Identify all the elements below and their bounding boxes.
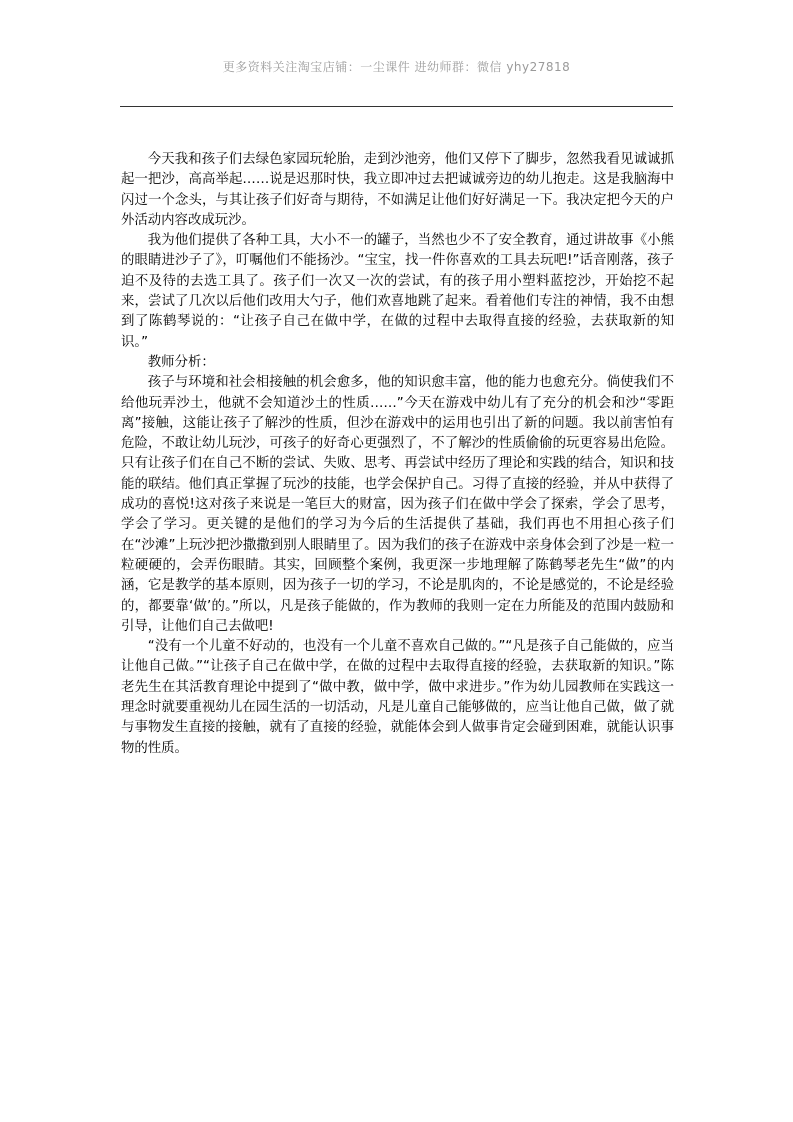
page-header: 更多资料关注淘宝店铺：一尘课件 进幼师群：微信 yhy27818 (222, 60, 571, 74)
paragraph: 我为他们提供了各种工具，大小不一的罐子，当然也少不了安全教育，通过讲故事《小熊的眼睛进沙子了》，叮嘱他们不能扬沙。“宝宝，找一件你喜欢的工具去玩吧!”话音刚落，孩子迫不及待的去选工具了。孩子们一次又一次的尝试，有的孩子用小塑料蓝挖沙，开始挖不起来，尝试了几次以后他们改用大勺子，他们欢喜地跳了起来。看着他们专注的神情，我不由想到了陈鹤琴说的：“让孩子自己在做中学，在做的过程中去取得直接的经验，去获取新的知识。” (121, 233, 674, 350)
section-heading: 教师分析： (147, 354, 215, 370)
paragraph: “没有一个儿童不好动的，也没有一个儿童不喜欢自己做的。”“凡是孩子自己能做的，应当让他自己做。”“让孩子自己在做中学，在做的过程中去取得直接的经验，去获取新的知识。”陈老先生在其活教育理论中提到了“做中教，做中学，做中求进步。”作为幼儿园教师在实践这一理念时就要重视幼儿在园生活的一切活动，凡是儿童自己能够做的，应当让他自己做，做了就与事物发生直接的接触，就有了直接的经验，就能体会到人做事肯定会碰到困难，就能认识事物的性质。 (121, 639, 674, 756)
paragraph: 孩子与环境和社会相接触的机会愈多，他的知识愈丰富，他的能力也愈充分。倘使我们不给他玩弄沙土，他就不会知道沙土的性质……”今天在游戏中幼儿有了充分的机会和沙“零距离”接触，这能让孩子了解沙的性质，但沙在游戏中的运用也引出了新的问题。我以前害怕有危险，不敢让幼儿玩沙，可孩子的好奇心更强烈了，不了解沙的性质偷偷的玩更容易出危险。只有让孩子们在自己不断的尝试、失败、思考、再尝试中经历了理论和实践的结合，知识和技能的联结。他们真正掌握了玩沙的技能，也学会保护自己。习得了直接的经验，并从中获得了成功的喜悦!这对孩子来说是一笔巨大的财富，因为孩子们在做中学会了探索，学会了思考，学会了学习。更关键的是他们的学习为今后的生活提供了基础，我们再也不用担心孩子们在“沙滩”上玩沙把沙撒撒到别人眼睛里了。因为我们的孩子在游戏中亲身体会到了沙是一粒一粒硬硬的，会弄伤眼睛。其实，回顾整个案例，我更深一步地理解了陈鹤琴老先生“做”的内涵，它是教学的基本原则，因为孩子一切的学习，不论是肌肉的，不论是感觉的，不论是经验的，都要靠‘做’的。”所以，凡是孩子能做的，作为教师的我则一定在力所能及的范围内鼓励和引导，让他们自己去做吧! (121, 375, 674, 634)
paragraph: 今天我和孩子们去绿色家园玩轮胎，走到沙池旁，他们又停下了脚步，忽然我看见诚诚抓起一把沙，高高举起……说是迟那时快，我立即冲过去把诚诚旁边的幼儿抱走。这是我脑海中闪过一个念头，与其让孩子们好奇与期待，不如满足让他们好好满足一下。我决定把今天的户外活动内容改成玩沙。 (121, 152, 674, 228)
document-body (121, 150, 674, 759)
header-divider (120, 106, 673, 107)
